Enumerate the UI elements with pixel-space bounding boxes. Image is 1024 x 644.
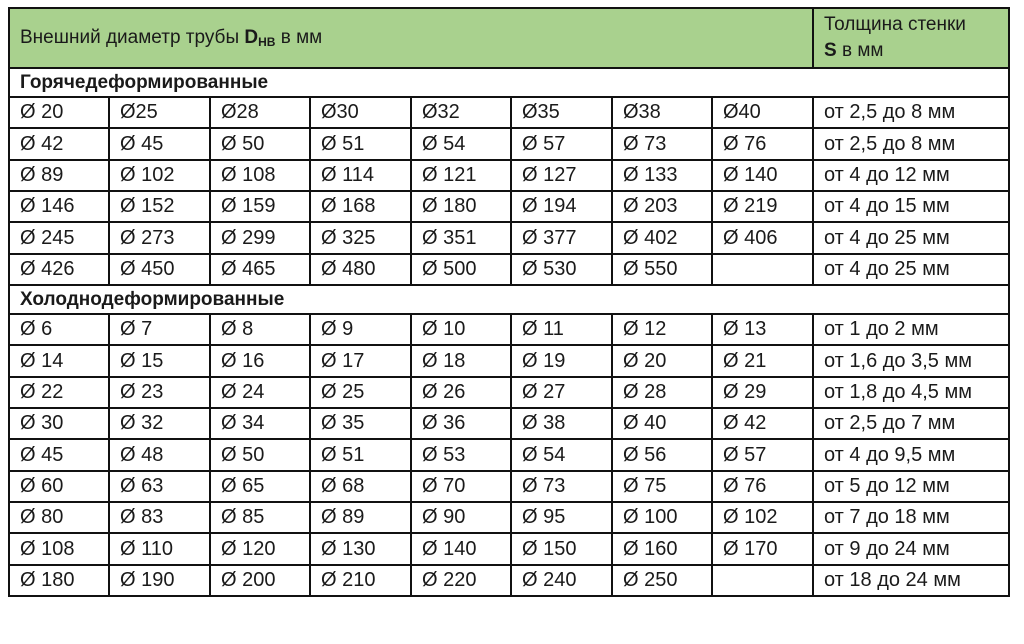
diameter-header-text: Внешний диаметр трубы xyxy=(20,27,245,48)
diameter-cell: Ø 13 xyxy=(712,314,813,345)
diameter-cell: Ø 50 xyxy=(210,128,310,159)
diameter-cell: Ø 100 xyxy=(612,502,712,533)
diameter-cell: Ø 42 xyxy=(712,408,813,439)
diameter-cell: Ø 25 xyxy=(310,377,411,408)
diameter-cell: Ø 28 xyxy=(612,377,712,408)
diameter-cell: Ø 65 xyxy=(210,471,310,502)
diameter-cell: Ø 190 xyxy=(109,565,210,596)
table-row xyxy=(9,408,1009,439)
diameter-header xyxy=(9,8,813,68)
diameter-cell: Ø 7 xyxy=(109,314,210,345)
diameter-cell: Ø 57 xyxy=(712,439,813,470)
diameter-cell: Ø 250 xyxy=(612,565,712,596)
diameter-cell: Ø 57 xyxy=(511,128,612,159)
diameter-cell: Ø 219 xyxy=(712,191,813,222)
diameter-cell: Ø 402 xyxy=(612,222,712,253)
diameter-cell: Ø 114 xyxy=(310,160,411,191)
diameter-cell: Ø 54 xyxy=(411,128,511,159)
diameter-cell: Ø 150 xyxy=(511,533,612,564)
table-row xyxy=(9,191,1009,222)
diameter-cell: Ø 51 xyxy=(310,439,411,470)
diameter-cell: Ø 121 xyxy=(411,160,511,191)
table-row xyxy=(9,502,1009,533)
wall-thickness-header xyxy=(813,8,1009,68)
diameter-cell: Ø 30 xyxy=(9,408,109,439)
diameter-cell: Ø 480 xyxy=(310,254,411,285)
wall-thickness-cell: от 4 до 9,5 мм xyxy=(813,439,1009,470)
diameter-cell: Ø 70 xyxy=(411,471,511,502)
diameter-cell: Ø 146 xyxy=(9,191,109,222)
diameter-cell: Ø 19 xyxy=(511,345,612,376)
wall-thickness-cell: от 9 до 24 мм xyxy=(813,533,1009,564)
diameter-cell: Ø 38 xyxy=(511,408,612,439)
diameter-cell: Ø35 xyxy=(511,97,612,128)
diameter-cell: Ø 127 xyxy=(511,160,612,191)
diameter-cell: Ø 245 xyxy=(9,222,109,253)
table-row xyxy=(9,128,1009,159)
wall-thickness-cell: от 7 до 18 мм xyxy=(813,502,1009,533)
wall-thickness-cell: от 4 до 15 мм xyxy=(813,191,1009,222)
diameter-unit: в мм xyxy=(275,27,323,48)
diameter-cell xyxy=(712,565,813,596)
diameter-cell: Ø 152 xyxy=(109,191,210,222)
table-row xyxy=(9,222,1009,253)
diameter-cell: Ø 75 xyxy=(612,471,712,502)
diameter-cell: Ø 426 xyxy=(9,254,109,285)
diameter-cell: Ø 203 xyxy=(612,191,712,222)
diameter-cell: Ø 194 xyxy=(511,191,612,222)
diameter-cell: Ø 15 xyxy=(109,345,210,376)
wall-thickness-cell: от 2,5 до 8 мм xyxy=(813,128,1009,159)
diameter-cell: Ø 12 xyxy=(612,314,712,345)
diameter-cell: Ø 21 xyxy=(712,345,813,376)
table-row xyxy=(9,533,1009,564)
wall-thickness-cell: от 2,5 до 7 мм xyxy=(813,408,1009,439)
wall-thickness-cell: от 4 до 12 мм xyxy=(813,160,1009,191)
diameter-cell: Ø 22 xyxy=(9,377,109,408)
diameter-cell: Ø 159 xyxy=(210,191,310,222)
wall-thickness-cell: от 1,8 до 4,5 мм xyxy=(813,377,1009,408)
wall-thickness-cell: от 5 до 12 мм xyxy=(813,471,1009,502)
diameter-cell: Ø 377 xyxy=(511,222,612,253)
diameter-cell: Ø 133 xyxy=(612,160,712,191)
diameter-cell: Ø 325 xyxy=(310,222,411,253)
diameter-cell: Ø 76 xyxy=(712,128,813,159)
diameter-cell: Ø 200 xyxy=(210,565,310,596)
wall-thickness-cell: от 1,6 до 3,5 мм xyxy=(813,345,1009,376)
diameter-cell: Ø 465 xyxy=(210,254,310,285)
diameter-cell: Ø 20 xyxy=(612,345,712,376)
section-title: Горячедеформированные xyxy=(9,68,1009,97)
diameter-cell: Ø 140 xyxy=(712,160,813,191)
table-row xyxy=(9,471,1009,502)
diameter-cell: Ø 6 xyxy=(9,314,109,345)
wall-header-text: Толщина стенки xyxy=(824,14,966,35)
wall-thickness-cell: от 4 до 25 мм xyxy=(813,222,1009,253)
table-header-row xyxy=(9,8,1009,68)
diameter-cell: Ø 83 xyxy=(109,502,210,533)
diameter-cell: Ø 85 xyxy=(210,502,310,533)
table-row xyxy=(9,565,1009,596)
diameter-cell: Ø 8 xyxy=(210,314,310,345)
diameter-cell: Ø 11 xyxy=(511,314,612,345)
diameter-cell: Ø 73 xyxy=(511,471,612,502)
diameter-cell: Ø 168 xyxy=(310,191,411,222)
table-row xyxy=(9,345,1009,376)
diameter-cell: Ø 26 xyxy=(411,377,511,408)
diameter-cell: Ø 80 xyxy=(9,502,109,533)
diameter-cell: Ø 9 xyxy=(310,314,411,345)
diameter-cell: Ø 32 xyxy=(109,408,210,439)
diameter-subscript: НВ xyxy=(258,35,276,49)
diameter-cell: Ø 89 xyxy=(310,502,411,533)
pipe-dimensions-table xyxy=(8,7,1010,597)
table-row xyxy=(9,377,1009,408)
diameter-cell: Ø 240 xyxy=(511,565,612,596)
diameter-cell: Ø 16 xyxy=(210,345,310,376)
diameter-cell: Ø30 xyxy=(310,97,411,128)
section-title-row xyxy=(9,285,1009,314)
diameter-cell: Ø 45 xyxy=(9,439,109,470)
diameter-cell: Ø 299 xyxy=(210,222,310,253)
diameter-cell: Ø 180 xyxy=(9,565,109,596)
diameter-cell: Ø 273 xyxy=(109,222,210,253)
diameter-cell: Ø 50 xyxy=(210,439,310,470)
wall-thickness-cell: от 1 до 2 мм xyxy=(813,314,1009,345)
diameter-cell: Ø 48 xyxy=(109,439,210,470)
diameter-cell: Ø32 xyxy=(411,97,511,128)
diameter-cell: Ø 102 xyxy=(712,502,813,533)
table-row xyxy=(9,314,1009,345)
diameter-cell: Ø 27 xyxy=(511,377,612,408)
diameter-cell: Ø 220 xyxy=(411,565,511,596)
diameter-cell: Ø 63 xyxy=(109,471,210,502)
diameter-cell: Ø40 xyxy=(712,97,813,128)
diameter-cell: Ø 180 xyxy=(411,191,511,222)
diameter-cell: Ø 54 xyxy=(511,439,612,470)
diameter-cell: Ø 550 xyxy=(612,254,712,285)
diameter-cell: Ø 160 xyxy=(612,533,712,564)
wall-symbol: S xyxy=(824,40,837,61)
diameter-cell: Ø 36 xyxy=(411,408,511,439)
diameter-cell: Ø 95 xyxy=(511,502,612,533)
wall-thickness-cell: от 4 до 25 мм xyxy=(813,254,1009,285)
diameter-cell: Ø 102 xyxy=(109,160,210,191)
diameter-cell: Ø 10 xyxy=(411,314,511,345)
diameter-cell: Ø 40 xyxy=(612,408,712,439)
diameter-symbol: D xyxy=(244,27,259,48)
diameter-cell: Ø 120 xyxy=(210,533,310,564)
diameter-cell: Ø 24 xyxy=(210,377,310,408)
diameter-cell: Ø38 xyxy=(612,97,712,128)
diameter-cell: Ø 406 xyxy=(712,222,813,253)
diameter-cell: Ø 108 xyxy=(9,533,109,564)
diameter-cell: Ø 53 xyxy=(411,439,511,470)
section-title: Холоднодеформированные xyxy=(9,285,1009,314)
diameter-cell: Ø 76 xyxy=(712,471,813,502)
diameter-cell: Ø 210 xyxy=(310,565,411,596)
diameter-cell: Ø 34 xyxy=(210,408,310,439)
diameter-cell: Ø 170 xyxy=(712,533,813,564)
diameter-cell: Ø 14 xyxy=(9,345,109,376)
diameter-cell: Ø 500 xyxy=(411,254,511,285)
diameter-cell: Ø 450 xyxy=(109,254,210,285)
diameter-cell: Ø 56 xyxy=(612,439,712,470)
diameter-cell: Ø 35 xyxy=(310,408,411,439)
table-row xyxy=(9,439,1009,470)
diameter-cell: Ø 45 xyxy=(109,128,210,159)
diameter-cell: Ø 20 xyxy=(9,97,109,128)
diameter-cell: Ø 68 xyxy=(310,471,411,502)
wall-thickness-cell: от 2,5 до 8 мм xyxy=(813,97,1009,128)
diameter-cell: Ø 29 xyxy=(712,377,813,408)
table-row xyxy=(9,254,1009,285)
wall-unit: в мм xyxy=(836,40,884,61)
diameter-cell: Ø 140 xyxy=(411,533,511,564)
diameter-cell: Ø 51 xyxy=(310,128,411,159)
diameter-cell: Ø28 xyxy=(210,97,310,128)
diameter-cell: Ø 18 xyxy=(411,345,511,376)
diameter-cell: Ø 23 xyxy=(109,377,210,408)
diameter-cell: Ø 530 xyxy=(511,254,612,285)
section-title-row xyxy=(9,68,1009,97)
diameter-cell: Ø 73 xyxy=(612,128,712,159)
diameter-cell: Ø 89 xyxy=(9,160,109,191)
diameter-cell: Ø 130 xyxy=(310,533,411,564)
diameter-cell: Ø25 xyxy=(109,97,210,128)
diameter-cell: Ø 17 xyxy=(310,345,411,376)
table-row xyxy=(9,160,1009,191)
table-row xyxy=(9,97,1009,128)
diameter-cell: Ø 351 xyxy=(411,222,511,253)
diameter-cell: Ø 42 xyxy=(9,128,109,159)
diameter-cell: Ø 108 xyxy=(210,160,310,191)
wall-thickness-cell: от 18 до 24 мм xyxy=(813,565,1009,596)
diameter-cell: Ø 90 xyxy=(411,502,511,533)
diameter-cell: Ø 60 xyxy=(9,471,109,502)
diameter-cell xyxy=(712,254,813,285)
diameter-cell: Ø 110 xyxy=(109,533,210,564)
